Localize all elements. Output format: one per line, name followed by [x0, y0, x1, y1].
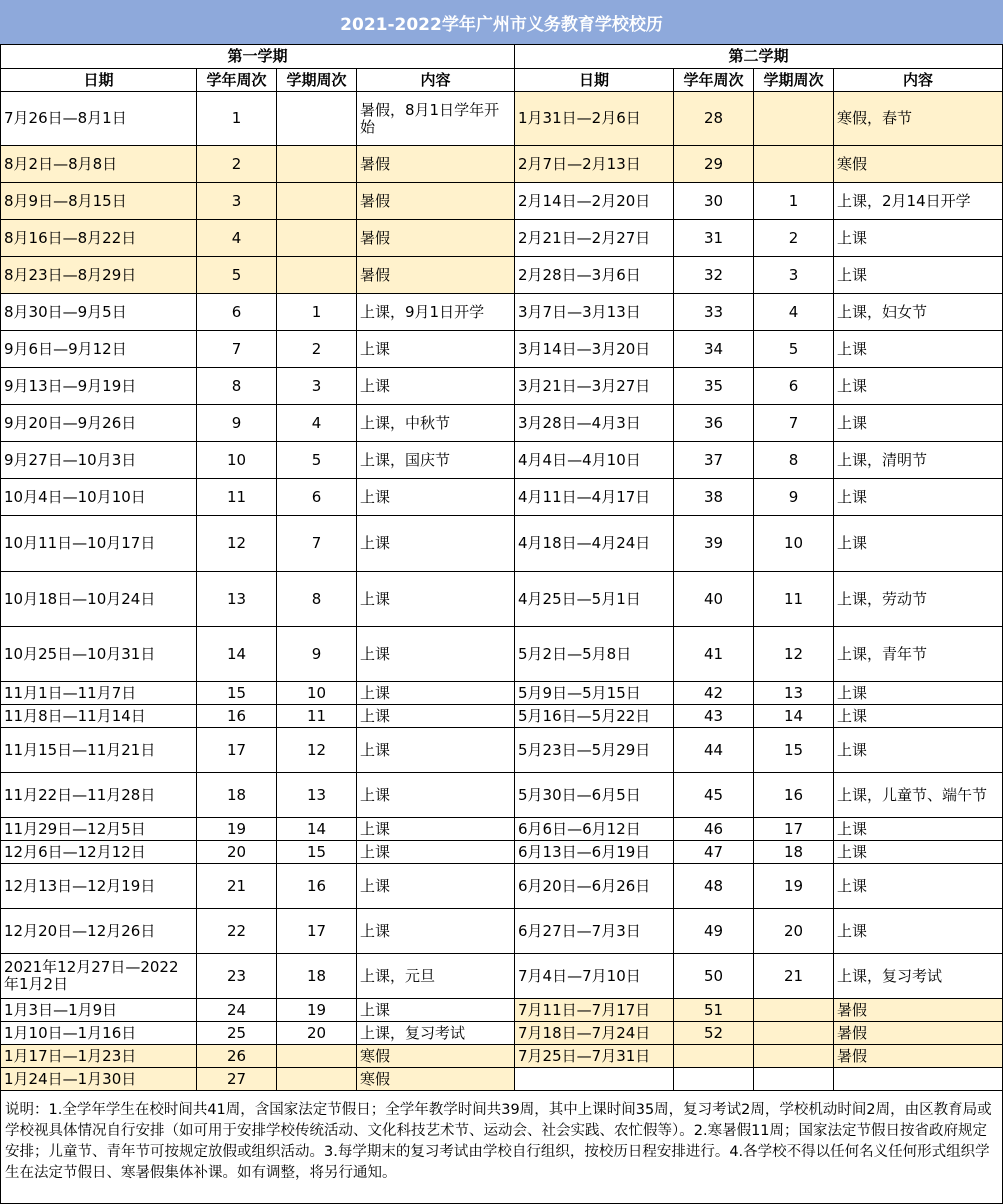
- year-week-cell-s2: [674, 1045, 754, 1068]
- date-cell-s2: 3月21日—3月27日: [515, 368, 674, 405]
- date-cell-s1: 11月15日—11月21日: [1, 728, 197, 773]
- content-cell-s2: 上课: [834, 257, 1003, 294]
- content-cell-s2: 上课，劳动节: [834, 572, 1003, 627]
- date-cell-s2: 7月25日—7月31日: [515, 1045, 674, 1068]
- table-row: [1, 818, 1003, 841]
- table-row: [1, 773, 1003, 818]
- year-week-cell-s2: 51: [674, 999, 754, 1022]
- year-week-cell-s2: 46: [674, 818, 754, 841]
- content-cell-s1: 上课，复习考试: [357, 1022, 515, 1045]
- content-cell-s2: 寒假: [834, 146, 1003, 183]
- term-week-cell-s2: [754, 92, 834, 146]
- col-header-term-week-1: 学期周次: [277, 69, 357, 92]
- date-cell-s2: 3月28日—4月3日: [515, 405, 674, 442]
- table-row: [1, 1022, 1003, 1045]
- content-cell-s1: 上课: [357, 516, 515, 572]
- year-week-cell-s2: 49: [674, 909, 754, 954]
- date-cell-s1: 10月18日—10月24日: [1, 572, 197, 627]
- year-week-cell-s2: 41: [674, 627, 754, 682]
- col-header-content-2: 内容: [834, 69, 1003, 92]
- term-week-cell-s2: [754, 146, 834, 183]
- date-cell-s2: 6月13日—6月19日: [515, 841, 674, 864]
- year-week-cell-s2: 42: [674, 682, 754, 705]
- content-cell-s1: 上课，国庆节: [357, 442, 515, 479]
- content-cell-s2: 上课，2月14日开学: [834, 183, 1003, 220]
- content-cell-s1: 上课: [357, 841, 515, 864]
- content-cell-s1: 上课，中秋节: [357, 405, 515, 442]
- date-cell-s1: 1月10日—1月16日: [1, 1022, 197, 1045]
- content-cell-s2: 上课: [834, 818, 1003, 841]
- date-cell-s1: 10月4日—10月10日: [1, 479, 197, 516]
- term-week-cell-s2: 7: [754, 405, 834, 442]
- date-cell-s2: 5月23日—5月29日: [515, 728, 674, 773]
- date-cell-s1: 9月13日—9月19日: [1, 368, 197, 405]
- date-cell-s1: 11月29日—12月5日: [1, 818, 197, 841]
- table-row: [1, 864, 1003, 909]
- content-cell-s2: 上课: [834, 405, 1003, 442]
- term-week-cell-s2: 5: [754, 331, 834, 368]
- term-week-cell-s1: [277, 220, 357, 257]
- year-week-cell-s2: 34: [674, 331, 754, 368]
- date-cell-s2: 5月30日—6月5日: [515, 773, 674, 818]
- term-week-cell-s1: 17: [277, 909, 357, 954]
- year-week-cell-s1: 20: [197, 841, 277, 864]
- table-row: [1, 705, 1003, 728]
- year-week-cell-s2: 29: [674, 146, 754, 183]
- table-row: [1, 627, 1003, 682]
- year-week-cell-s2: 32: [674, 257, 754, 294]
- year-week-cell-s2: 48: [674, 864, 754, 909]
- term-week-cell-s1: [277, 183, 357, 220]
- term-week-cell-s1: 12: [277, 728, 357, 773]
- date-cell-s2: 4月25日—5月1日: [515, 572, 674, 627]
- content-cell-s2: 上课: [834, 841, 1003, 864]
- year-week-cell-s2: 35: [674, 368, 754, 405]
- year-week-cell-s1: 14: [197, 627, 277, 682]
- year-week-cell-s2: 38: [674, 479, 754, 516]
- date-cell-s2: 5月9日—5月15日: [515, 682, 674, 705]
- table-row: [1, 999, 1003, 1022]
- term-week-cell-s2: 9: [754, 479, 834, 516]
- date-cell-s2: 2月7日—2月13日: [515, 146, 674, 183]
- term-week-cell-s1: 4: [277, 405, 357, 442]
- year-week-cell-s1: 1: [197, 92, 277, 146]
- date-cell-s2: 5月16日—5月22日: [515, 705, 674, 728]
- year-week-cell-s1: 26: [197, 1045, 277, 1068]
- year-week-cell-s1: 19: [197, 818, 277, 841]
- year-week-cell-s1: 15: [197, 682, 277, 705]
- term-week-cell-s1: 5: [277, 442, 357, 479]
- term-week-cell-s2: 8: [754, 442, 834, 479]
- year-week-cell-s1: 18: [197, 773, 277, 818]
- col-header-date-2: 日期: [515, 69, 674, 92]
- content-cell-s2: 上课，妇女节: [834, 294, 1003, 331]
- year-week-cell-s1: 9: [197, 405, 277, 442]
- year-week-cell-s2: 52: [674, 1022, 754, 1045]
- year-week-cell-s1: 24: [197, 999, 277, 1022]
- semester2-header: 第二学期: [515, 45, 1003, 69]
- content-cell-s1: 上课: [357, 773, 515, 818]
- content-cell-s1: 上课，元旦: [357, 954, 515, 999]
- date-cell-s2: 1月31日—2月6日: [515, 92, 674, 146]
- col-header-year-week-1: 学年周次: [197, 69, 277, 92]
- content-cell-s1: 上课: [357, 479, 515, 516]
- term-week-cell-s1: [277, 146, 357, 183]
- date-cell-s2: 2月14日—2月20日: [515, 183, 674, 220]
- term-week-cell-s1: 11: [277, 705, 357, 728]
- table-row: [1, 682, 1003, 705]
- year-week-cell-s2: 47: [674, 841, 754, 864]
- notes-paragraph: 说明：1.全学年学生在校时间共41周，含国家法定节假日；全学年教学时间共39周，其中上课时间35周，复习考试2周，学校机动时间2周，由区教育局或学校视具体情况自行安排（如可用于安排学校传统活动、文化科技艺术节、运动会、社会实践、农忙假等）。2.寒暑假11周；国家法定节假日按省政府规定安排；儿童节、青年节可按规定放假或组织活动。3.每学期末的复习考试由学校自行组织，按校历日程安排进行。4.各学校不得以任何名义任何形式组织学生在法定节假日、寒暑假集体补课。如有调整，将另行通知。: [0, 1078, 1003, 1204]
- table-row: [1, 257, 1003, 294]
- table-row: [1, 183, 1003, 220]
- content-cell-s2: 上课: [834, 864, 1003, 909]
- year-week-cell-s1: 25: [197, 1022, 277, 1045]
- term-week-cell-s1: 6: [277, 479, 357, 516]
- term-week-cell-s2: [754, 1022, 834, 1045]
- table-row: [1, 220, 1003, 257]
- term-week-cell-s1: [277, 1045, 357, 1068]
- term-week-cell-s1: 9: [277, 627, 357, 682]
- table-row: [1, 442, 1003, 479]
- table-row: [1, 516, 1003, 572]
- year-week-cell-s1: 2: [197, 146, 277, 183]
- term-week-cell-s1: [277, 92, 357, 146]
- semester-header-row: [1, 45, 1003, 69]
- content-cell-s2: 上课: [834, 220, 1003, 257]
- content-cell-s2: 上课: [834, 705, 1003, 728]
- date-cell-s1: 10月11日—10月17日: [1, 516, 197, 572]
- content-cell-s1: 暑假: [357, 257, 515, 294]
- content-cell-s2: 上课: [834, 331, 1003, 368]
- date-cell-s1: 8月2日—8月8日: [1, 146, 197, 183]
- date-cell-s1: 1月3日—1月9日: [1, 999, 197, 1022]
- content-cell-s1: 上课: [357, 682, 515, 705]
- term-week-cell-s2: 10: [754, 516, 834, 572]
- year-week-cell-s2: 43: [674, 705, 754, 728]
- year-week-cell-s2: 31: [674, 220, 754, 257]
- table-row: [1, 909, 1003, 954]
- content-cell-s1: 上课: [357, 999, 515, 1022]
- table-row: [1, 954, 1003, 999]
- year-week-cell-s1: 6: [197, 294, 277, 331]
- col-header-date-1: 日期: [1, 69, 197, 92]
- col-header-term-week-2: 学期周次: [754, 69, 834, 92]
- year-week-cell-s1: 23: [197, 954, 277, 999]
- term-week-cell-s2: 17: [754, 818, 834, 841]
- date-cell-s1: 1月24日—1月30日: [1, 1068, 197, 1091]
- term-week-cell-s2: 21: [754, 954, 834, 999]
- term-week-cell-s2: 16: [754, 773, 834, 818]
- year-week-cell-s2: 50: [674, 954, 754, 999]
- term-week-cell-s2: 3: [754, 257, 834, 294]
- col-header-content-1: 内容: [357, 69, 515, 92]
- content-cell-s1: 上课: [357, 728, 515, 773]
- term-week-cell-s1: 13: [277, 773, 357, 818]
- term-week-cell-s1: 3: [277, 368, 357, 405]
- term-week-cell-s1: 19: [277, 999, 357, 1022]
- date-cell-s1: 11月8日—11月14日: [1, 705, 197, 728]
- year-week-cell-s1: 3: [197, 183, 277, 220]
- date-cell-s2: 6月20日—6月26日: [515, 864, 674, 909]
- year-week-cell-s1: 13: [197, 572, 277, 627]
- date-cell-s2: 2月28日—3月6日: [515, 257, 674, 294]
- year-week-cell-s1: 8: [197, 368, 277, 405]
- year-week-cell-s1: 22: [197, 909, 277, 954]
- content-cell-s2: 暑假: [834, 999, 1003, 1022]
- content-cell-s2: 上课: [834, 479, 1003, 516]
- term-week-cell-s2: [754, 999, 834, 1022]
- term-week-cell-s1: 20: [277, 1022, 357, 1045]
- date-cell-s2: 4月4日—4月10日: [515, 442, 674, 479]
- content-cell-s1: 上课: [357, 705, 515, 728]
- date-cell-s2: 7月18日—7月24日: [515, 1022, 674, 1045]
- date-cell-s2: 3月7日—3月13日: [515, 294, 674, 331]
- term-week-cell-s1: 8: [277, 572, 357, 627]
- date-cell-s1: 1月17日—1月23日: [1, 1045, 197, 1068]
- content-cell-s2: 寒假，春节: [834, 92, 1003, 146]
- year-week-cell-s1: 5: [197, 257, 277, 294]
- year-week-cell-s1: 16: [197, 705, 277, 728]
- content-cell-s1: 上课: [357, 627, 515, 682]
- year-week-cell-s2: 40: [674, 572, 754, 627]
- year-week-cell-s1: 11: [197, 479, 277, 516]
- date-cell-s2: 6月6日—6月12日: [515, 818, 674, 841]
- page-title: 2021-2022学年广州市义务教育学校校历: [0, 0, 1003, 44]
- term-week-cell-s2: [754, 1045, 834, 1068]
- content-cell-s2: 上课，复习考试: [834, 954, 1003, 999]
- term-week-cell-s2: 13: [754, 682, 834, 705]
- content-cell-s1: 上课: [357, 572, 515, 627]
- term-week-cell-s2: 2: [754, 220, 834, 257]
- content-cell-s2: 上课，儿童节、端午节: [834, 773, 1003, 818]
- term-week-cell-s1: [277, 257, 357, 294]
- term-week-cell-s2: 19: [754, 864, 834, 909]
- year-week-cell-s1: 17: [197, 728, 277, 773]
- content-cell-s1: 上课，9月1日开学: [357, 294, 515, 331]
- year-week-cell-s1: 12: [197, 516, 277, 572]
- table-row: [1, 294, 1003, 331]
- date-cell-s1: 9月20日—9月26日: [1, 405, 197, 442]
- date-cell-s1: 7月26日—8月1日: [1, 92, 197, 146]
- date-cell-s1: 8月9日—8月15日: [1, 183, 197, 220]
- term-week-cell-s2: 6: [754, 368, 834, 405]
- year-week-cell-s2: 44: [674, 728, 754, 773]
- term-week-cell-s1: 15: [277, 841, 357, 864]
- term-week-cell-s2: 20: [754, 909, 834, 954]
- column-header-row: [1, 69, 1003, 92]
- date-cell-s2: 7月11日—7月17日: [515, 999, 674, 1022]
- content-cell-s1: 上课: [357, 818, 515, 841]
- term-week-cell-s2: 14: [754, 705, 834, 728]
- table-row: [1, 405, 1003, 442]
- term-week-cell-s2: 18: [754, 841, 834, 864]
- year-week-cell-s2: 45: [674, 773, 754, 818]
- year-week-cell-s2: 30: [674, 183, 754, 220]
- content-cell-s1: 上课: [357, 331, 515, 368]
- date-cell-s1: 2021年12月27日—2022年1月2日: [1, 954, 197, 999]
- table-row: [1, 92, 1003, 146]
- year-week-cell-s2: 33: [674, 294, 754, 331]
- semester1-header: 第一学期: [1, 45, 515, 69]
- table-row: [1, 146, 1003, 183]
- date-cell-s1: 12月13日—12月19日: [1, 864, 197, 909]
- date-cell-s1: 10月25日—10月31日: [1, 627, 197, 682]
- date-cell-s1: 8月30日—9月5日: [1, 294, 197, 331]
- term-week-cell-s1: 10: [277, 682, 357, 705]
- date-cell-s1: 11月22日—11月28日: [1, 773, 197, 818]
- date-cell-s2: 6月27日—7月3日: [515, 909, 674, 954]
- term-week-cell-s1: 18: [277, 954, 357, 999]
- date-cell-s1: 11月1日—11月7日: [1, 682, 197, 705]
- date-cell-s2: 4月18日—4月24日: [515, 516, 674, 572]
- date-cell-s1: 8月23日—8月29日: [1, 257, 197, 294]
- date-cell-s2: 3月14日—3月20日: [515, 331, 674, 368]
- content-cell-s2: 暑假: [834, 1022, 1003, 1045]
- date-cell-s1: 12月20日—12月26日: [1, 909, 197, 954]
- table-row: [1, 572, 1003, 627]
- term-week-cell-s1: 7: [277, 516, 357, 572]
- date-cell-s2: 5月2日—5月8日: [515, 627, 674, 682]
- content-cell-s1: 暑假: [357, 146, 515, 183]
- date-cell-s1: 9月6日—9月12日: [1, 331, 197, 368]
- content-cell-s2: 上课，清明节: [834, 442, 1003, 479]
- content-cell-s2: 暑假: [834, 1045, 1003, 1068]
- term-week-cell-s1: 2: [277, 331, 357, 368]
- content-cell-s2: 上课，青年节: [834, 627, 1003, 682]
- table-row: [1, 728, 1003, 773]
- table-row: [1, 368, 1003, 405]
- content-cell-s1: 上课: [357, 864, 515, 909]
- content-cell-s2: 上课: [834, 682, 1003, 705]
- date-cell-s1: 12月6日—12月12日: [1, 841, 197, 864]
- date-cell-s1: 9月27日—10月3日: [1, 442, 197, 479]
- content-cell-s1: 暑假: [357, 220, 515, 257]
- content-cell-s1: 暑假，8月1日学年开始: [357, 92, 515, 146]
- term-week-cell-s2: 11: [754, 572, 834, 627]
- table-row: [1, 331, 1003, 368]
- year-week-cell-s2: 37: [674, 442, 754, 479]
- content-cell-s1: 寒假: [357, 1045, 515, 1068]
- date-cell-s2: 4月11日—4月17日: [515, 479, 674, 516]
- year-week-cell-s1: 10: [197, 442, 277, 479]
- term-week-cell-s2: 1: [754, 183, 834, 220]
- content-cell-s1: 上课: [357, 368, 515, 405]
- content-cell-s1: 寒假: [357, 1068, 515, 1091]
- content-cell-s2: 上课: [834, 516, 1003, 572]
- year-week-cell-s2: 39: [674, 516, 754, 572]
- year-week-cell-s2: 36: [674, 405, 754, 442]
- term-week-cell-s1: 16: [277, 864, 357, 909]
- year-week-cell-s1: 21: [197, 864, 277, 909]
- year-week-cell-s1: 7: [197, 331, 277, 368]
- date-cell-s1: 8月16日—8月22日: [1, 220, 197, 257]
- year-week-cell-s2: 28: [674, 92, 754, 146]
- date-cell-s2: 2月21日—2月27日: [515, 220, 674, 257]
- date-cell-s2: 7月4日—7月10日: [515, 954, 674, 999]
- content-cell-s1: 上课: [357, 909, 515, 954]
- term-week-cell-s1: 1: [277, 294, 357, 331]
- term-week-cell-s1: 14: [277, 818, 357, 841]
- content-cell-s2: 上课: [834, 728, 1003, 773]
- term-week-cell-s2: 12: [754, 627, 834, 682]
- term-week-cell-s2: 4: [754, 294, 834, 331]
- content-cell-s2: 上课: [834, 909, 1003, 954]
- table-row: [1, 841, 1003, 864]
- year-week-cell-s1: 4: [197, 220, 277, 257]
- content-cell-s2: 上课: [834, 368, 1003, 405]
- table-row: [1, 1045, 1003, 1068]
- year-week-cell-s1: 27: [197, 1068, 277, 1091]
- term-week-cell-s2: 15: [754, 728, 834, 773]
- table-row: [1, 479, 1003, 516]
- calendar-table: [0, 44, 1003, 1091]
- col-header-year-week-2: 学年周次: [674, 69, 754, 92]
- content-cell-s1: 暑假: [357, 183, 515, 220]
